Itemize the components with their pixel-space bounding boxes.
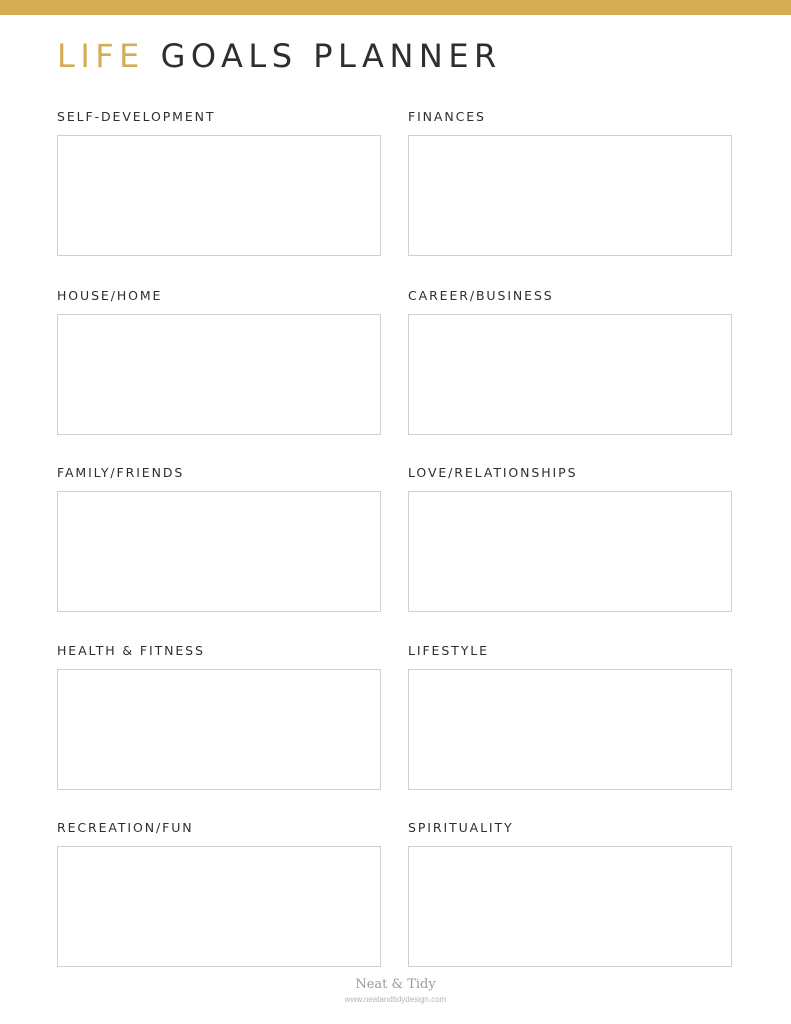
label-family-friends: FAMILY/FRIENDS xyxy=(57,465,185,480)
label-self-development: SELF-DEVELOPMENT xyxy=(57,109,216,124)
title-accent-word: LIFE xyxy=(57,37,145,75)
box-health-fitness[interactable] xyxy=(57,669,381,790)
label-lifestyle: LIFESTYLE xyxy=(408,643,489,658)
box-finances[interactable] xyxy=(408,135,732,256)
label-health-fitness: HEALTH & FITNESS xyxy=(57,643,205,658)
label-love-relationships: LOVE/RELATIONSHIPS xyxy=(408,465,578,480)
label-career-business: CAREER/BUSINESS xyxy=(408,288,554,303)
footer-url: www.neatandtidydesign.com xyxy=(344,995,447,1004)
page-title xyxy=(57,36,502,76)
top-accent-bar xyxy=(0,0,791,15)
label-spirituality: SPIRITUALITY xyxy=(408,820,514,835)
box-family-friends[interactable] xyxy=(57,491,381,612)
box-house-home[interactable] xyxy=(57,314,381,435)
label-finances: FINANCES xyxy=(408,109,486,124)
box-career-business[interactable] xyxy=(408,314,732,435)
box-self-development[interactable] xyxy=(57,135,381,256)
label-house-home: HOUSE/HOME xyxy=(57,288,163,303)
box-lifestyle[interactable] xyxy=(408,669,732,790)
box-spirituality[interactable] xyxy=(408,846,732,967)
title-rest: GOALS PLANNER xyxy=(160,37,502,75)
box-love-relationships[interactable] xyxy=(408,491,732,612)
label-recreation-fun: RECREATION/FUN xyxy=(57,820,194,835)
footer-brand-logo: Neat & Tidy xyxy=(355,977,436,992)
box-recreation-fun[interactable] xyxy=(57,846,381,967)
